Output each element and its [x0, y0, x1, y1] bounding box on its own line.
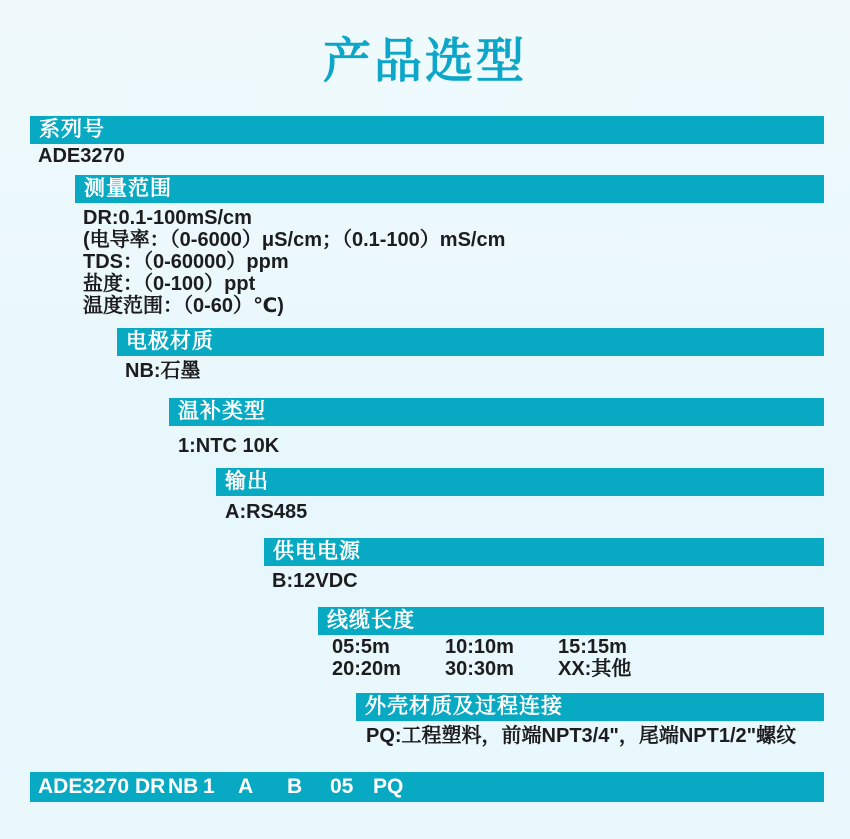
housing-process-connection-value	[366, 725, 796, 747]
measurement-range-line: 温度范围：（0-60）℃)	[83, 295, 284, 317]
measurement-range-line: TDS：（0-60000）ppm	[83, 251, 289, 273]
series-number-line: ADE3270	[38, 145, 125, 167]
output-value	[225, 501, 307, 523]
cable-length-label: 线缆长度	[327, 609, 415, 632]
series-number-value	[38, 145, 125, 167]
electrode-material-header-bar	[117, 328, 824, 356]
order-code-part: DR	[135, 775, 166, 798]
cable-length-options	[332, 636, 631, 680]
output-label: 输出	[225, 470, 269, 493]
cable-length-option: 20:20m	[332, 658, 401, 680]
temp-compensation-line: 1:NTC 10K	[178, 435, 280, 457]
measurement-range-line: 盐度：（0-100）ppt	[83, 273, 256, 295]
electrode-material-value	[125, 360, 201, 382]
measurement-range-line: DR:0.1-100mS/cm	[83, 207, 252, 229]
cable-length-option: 05:5m	[332, 636, 390, 658]
housing-process-connection-header-bar	[356, 693, 824, 721]
measurement-range-label: 测量范围	[84, 177, 172, 200]
output-header-bar	[216, 468, 824, 496]
cable-length-row	[332, 658, 631, 680]
temp-compensation-header-bar	[169, 398, 824, 426]
electrode-material-line: NB:石墨	[125, 360, 201, 382]
cable-length-option: XX:其他	[558, 658, 632, 680]
power-supply-label: 供电电源	[273, 540, 361, 563]
electrode-material-label: 电极材质	[126, 330, 214, 353]
housing-process-connection-line: PQ:工程塑料，前端NPT3/4"，尾端NPT1/2"螺纹	[366, 725, 797, 747]
cable-length-option: 30:30m	[445, 658, 514, 680]
power-supply-value	[272, 570, 358, 592]
order-code-part: NB	[168, 775, 199, 798]
order-code-part: 05	[330, 775, 354, 798]
order-code-part: 1	[203, 775, 215, 798]
temp-compensation-label: 温补类型	[178, 400, 266, 423]
order-code-part: B	[287, 775, 303, 798]
order-code-bar	[30, 772, 824, 802]
power-supply-line: B:12VDC	[272, 570, 358, 592]
order-code-part: A	[238, 775, 254, 798]
cable-length-header-bar	[318, 607, 824, 635]
page-title: 产品选型	[322, 35, 527, 88]
measurement-range-header-bar	[75, 175, 824, 203]
cable-length-option: 15:15m	[558, 636, 627, 658]
order-code-part: PQ	[373, 775, 404, 798]
series-number-label: 系列号	[39, 118, 105, 141]
series-number-header-bar	[30, 116, 824, 144]
cable-length-row	[332, 636, 631, 658]
temp-compensation-value	[178, 435, 279, 457]
measurement-range-values	[83, 207, 505, 317]
power-supply-header-bar	[264, 538, 824, 566]
housing-process-connection-label: 外壳材质及过程连接	[365, 695, 563, 718]
measurement-range-line: (电导率：（0-6000）μS/cm；（0.1-100）mS/cm	[83, 229, 506, 251]
order-code-part: ADE3270	[38, 775, 130, 798]
output-line: A:RS485	[225, 501, 308, 523]
cable-length-option: 10:10m	[445, 636, 514, 658]
